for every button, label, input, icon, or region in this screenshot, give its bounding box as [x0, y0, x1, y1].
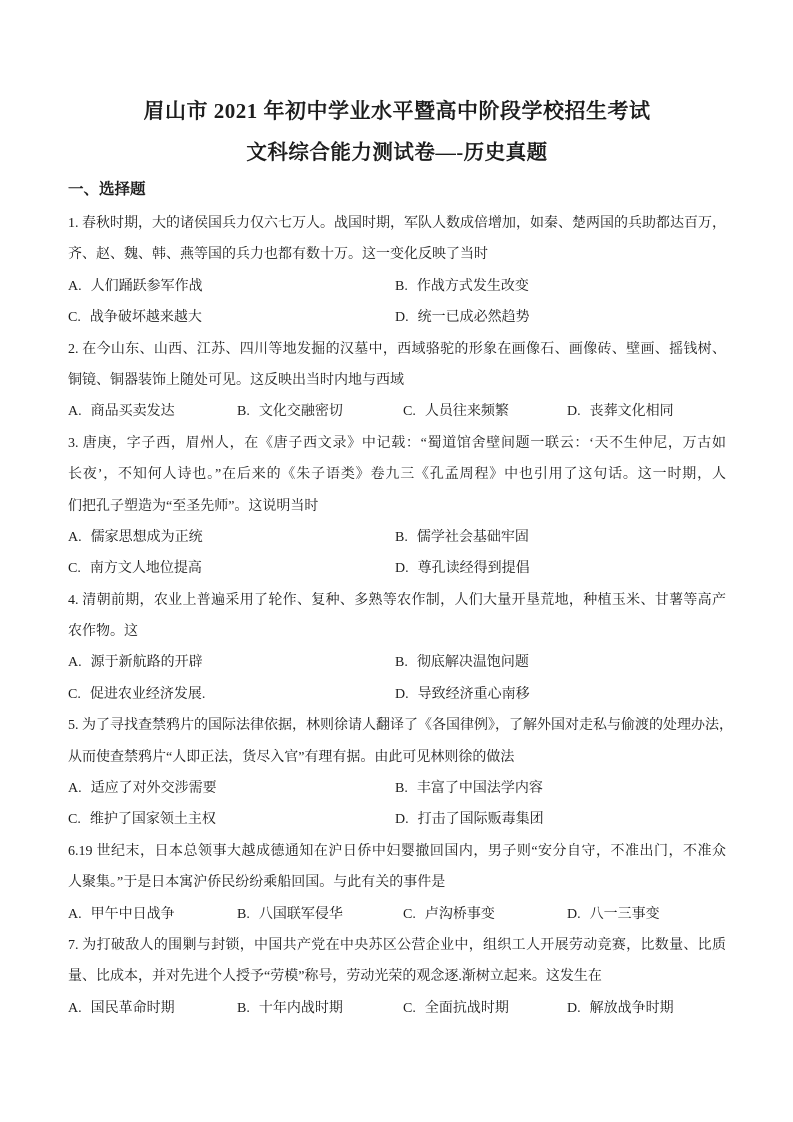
question-3-options-row-1	[68, 522, 726, 553]
question-1-option-a-label: A.	[68, 278, 82, 294]
question-5-option-c	[68, 804, 395, 835]
question-7-option-d-label: D.	[567, 1000, 581, 1016]
question-5-option-c-text: 维护了国家领土主权	[89, 812, 216, 828]
question-7-stem-line-1: 7. 为打破敌人的围剿与封锁，中国共产党在中央苏区公营企业中，组织工人开展劳动竞赛，比数量、比质	[68, 937, 726, 953]
question-1-option-a-text: 人们踊跃参军作战	[90, 278, 203, 294]
question-1-option-b	[395, 271, 726, 302]
question-3-option-b-label: B.	[395, 529, 408, 545]
question-2	[68, 334, 726, 428]
question-4-option-a-text: 源于新航路的开辟	[90, 655, 203, 671]
question-3-option-a	[68, 522, 395, 553]
question-6-option-a-text: 甲午中日战争	[90, 906, 175, 922]
question-6-option-c-text: 卢沟桥事变	[424, 906, 495, 922]
question-3	[68, 428, 726, 585]
question-6-option-c-label: C.	[403, 906, 416, 922]
question-1-option-b-label: B.	[395, 278, 408, 294]
page-title: 眉山市 2021 年初中学业水平暨高中阶段学校招生考试	[143, 99, 651, 123]
question-6	[68, 836, 726, 930]
question-7-option-b-text: 十年内战时期	[258, 1000, 343, 1016]
question-4-option-b-label: B.	[395, 655, 408, 671]
question-7-option-c-label: C.	[403, 1000, 416, 1016]
question-2-option-d	[567, 396, 726, 427]
question-4	[68, 585, 726, 711]
question-5-stem-line-1: 5. 为了寻找查禁鸦片的国际法律依据，林则徐请人翻译了《各国律例》，了解外国对走私与偷渡的处理办法，	[68, 718, 733, 734]
question-2-option-c-text: 人员往来频繁	[424, 404, 509, 420]
question-1-option-c-text: 战争破坏越来越大	[89, 310, 202, 326]
question-6-option-c	[403, 899, 567, 930]
question-3-options-row-2	[68, 553, 726, 584]
question-3-option-a-text: 儒家思想成为正统	[90, 529, 203, 545]
question-3-stem-line-3: 们把孔子塑造为“至圣先师”。这说明当时	[68, 498, 319, 514]
questions-list	[68, 208, 733, 1024]
question-7-option-d-text: 解放战争时期	[589, 1000, 674, 1016]
question-4-option-d-label: D.	[395, 686, 409, 702]
question-6-option-a-label: A.	[68, 906, 82, 922]
question-5-option-a-text: 适应了对外交涉需要	[90, 781, 217, 797]
question-5-option-a	[68, 773, 395, 804]
page-subtitle: 文科综合能力测试卷—-历史真题	[246, 142, 548, 164]
question-6-stem-line-1: 6.19 世纪末，日本总领事大越成德通知在沪日侨中妇婴撤回国内，男子则“安分自守，不准出门，不准众	[68, 843, 726, 859]
question-4-option-b	[395, 647, 726, 678]
question-5-option-d-label: D.	[395, 812, 409, 828]
question-7-option-d	[567, 993, 726, 1024]
question-2-option-d-label: D.	[567, 404, 581, 420]
question-3-stem-line-2: 长夜’，不知何人诗也。”在后来的《朱子语类》卷九三《孔孟周程》中也引用了这句话。这一时期，人	[68, 467, 726, 483]
question-6-option-a	[68, 899, 237, 930]
question-4-stem-line-2: 农作物。这	[68, 624, 138, 640]
question-1-options-row-2	[68, 302, 726, 333]
question-3-option-d-text: 尊孔读经得到提倡	[417, 561, 530, 577]
question-5-option-b-text: 丰富了中国法学内容	[416, 781, 543, 797]
question-2-option-d-text: 丧葬文化相同	[589, 404, 674, 420]
question-3-option-c-text: 南方文人地位提高	[89, 561, 202, 577]
question-3-option-c-label: C.	[68, 561, 81, 577]
question-4-option-c	[68, 679, 395, 710]
question-6-option-b	[237, 899, 403, 930]
question-1-option-b-text: 作战方式发生改变	[416, 278, 529, 294]
question-2-option-c	[403, 396, 567, 427]
question-1-option-a	[68, 271, 395, 302]
question-5-options-row-2	[68, 804, 726, 835]
question-3-option-a-label: A.	[68, 529, 82, 545]
question-4-options-row-1	[68, 647, 726, 678]
question-2-option-b-label: B.	[237, 404, 250, 420]
question-5-stem-line-2: 从而使查禁鸦片“人即正法，货尽入官”有理有据。由此可见林则徐的做法	[68, 749, 515, 765]
question-6-option-d	[567, 899, 726, 930]
question-3-option-d-label: D.	[395, 561, 409, 577]
question-2-stem-line-1: 2. 在今山东、山西、江苏、四川等地发掘的汉墓中，西域骆驼的形象在画像石、画像砖、壁画、摇钱树、	[68, 341, 726, 357]
question-2-option-b	[237, 396, 403, 427]
question-7-option-b	[237, 993, 403, 1024]
question-6-option-d-label: D.	[567, 906, 581, 922]
question-5-options-row-1	[68, 773, 726, 804]
question-2-option-a-label: A.	[68, 404, 82, 420]
question-2-option-c-label: C.	[403, 404, 416, 420]
question-6-option-b-text: 八国联军侵华	[258, 906, 343, 922]
question-2-option-a-text: 商品买卖发达	[90, 404, 175, 420]
question-7-option-a	[68, 993, 237, 1024]
question-7-option-a-text: 国民革命时期	[90, 1000, 175, 1016]
question-7-option-c-text: 全面抗战时期	[424, 1000, 509, 1016]
question-4-option-d-text: 导致经济重心南移	[417, 686, 530, 702]
question-1-option-c	[68, 302, 395, 333]
question-1-option-d-label: D.	[395, 310, 409, 326]
question-6-option-d-text: 八一三事变	[589, 906, 660, 922]
question-4-options-row-2	[68, 679, 726, 710]
question-4-option-d	[395, 679, 726, 710]
question-1-option-d	[395, 302, 726, 333]
question-3-stem-line-1: 3. 唐庚，字子西，眉州人，在《唐子西文录》中记载：“蜀道馆舍壁间题一联云：‘天不生仲尼，万古如	[68, 435, 726, 451]
question-1-options-row-1	[68, 271, 726, 302]
question-7-stem-line-2: 量、比成本，并对先进个人授予“劳模”称号，劳动光荣的观念逐.渐树立起来。这发生在	[68, 969, 602, 985]
question-4-stem-line-1: 4. 清朝前期，农业上普遍采用了轮作、复种、多熟等农作制，人们大量开垦荒地，种植玉米、甘薯等高产	[68, 592, 726, 608]
question-1	[68, 208, 726, 334]
question-5-option-d-text: 打击了国际贩毒集团	[417, 812, 544, 828]
question-5-option-c-label: C.	[68, 812, 81, 828]
question-4-option-c-label: C.	[68, 686, 81, 702]
section-heading: 一、选择题	[68, 181, 146, 198]
question-5-option-b	[395, 773, 726, 804]
question-5	[68, 710, 733, 836]
question-6-options-row	[68, 899, 726, 930]
question-7-options-row	[68, 993, 726, 1024]
question-4-option-c-text: 促进农业经济发展.	[89, 686, 206, 702]
question-3-option-c	[68, 553, 395, 584]
question-7	[68, 930, 726, 1024]
question-7-option-a-label: A.	[68, 1000, 82, 1016]
question-7-option-b-label: B.	[237, 1000, 250, 1016]
question-5-option-b-label: B.	[395, 781, 408, 797]
question-2-stem-line-2: 铜镜、铜器装饰上随处可见。这反映出当时内地与西域	[68, 372, 404, 388]
question-1-stem-line-2: 齐、赵、魏、韩、燕等国的兵力也都有数十万。这一变化反映了当时	[68, 247, 488, 263]
question-1-stem-line-1: 1. 春秋时期，大的诸侯国兵力仅六七万人。战国时期，军队人数成倍增加，如秦、楚两国的兵助都达百万，	[68, 216, 726, 231]
question-4-option-b-text: 彻底解决温饱问题	[416, 655, 529, 671]
question-6-option-b-label: B.	[237, 906, 250, 922]
question-1-option-d-text: 统一已成必然趋势	[417, 310, 530, 326]
question-1-option-c-label: C.	[68, 310, 81, 326]
question-6-stem-line-2: 人聚集。”于是日本寓沪侨民纷纷乘船回国。与此有关的事件是	[68, 875, 446, 891]
question-7-option-c	[403, 993, 567, 1024]
question-3-option-d	[395, 553, 726, 584]
question-2-option-a	[68, 396, 237, 427]
question-3-option-b	[395, 522, 726, 553]
question-2-option-b-text: 文化交融密切	[258, 404, 343, 420]
question-5-option-a-label: A.	[68, 781, 82, 797]
question-4-option-a-label: A.	[68, 655, 82, 671]
question-5-option-d	[395, 804, 726, 835]
question-3-option-b-text: 儒学社会基础牢固	[416, 529, 529, 545]
question-2-options-row	[68, 396, 726, 427]
question-4-option-a	[68, 647, 395, 678]
